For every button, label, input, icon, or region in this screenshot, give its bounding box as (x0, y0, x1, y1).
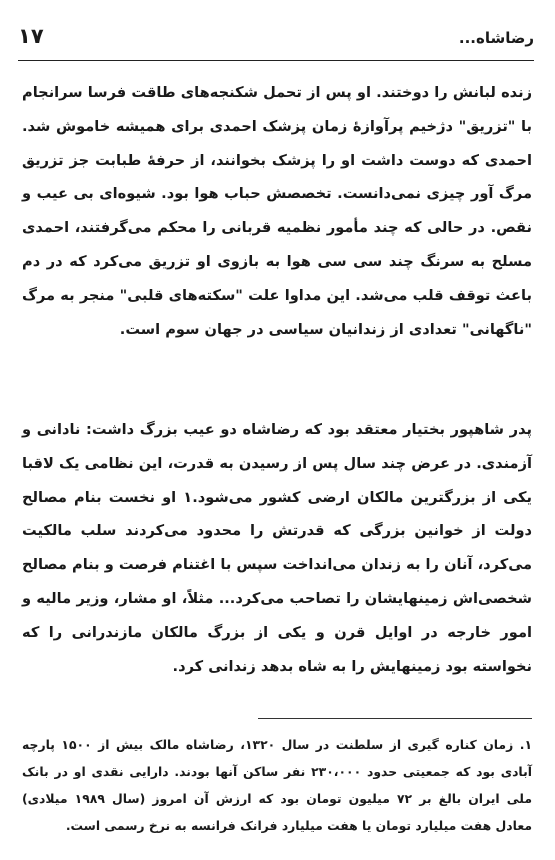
body-paragraph-2: پدر شاهپور بختیار معتقد بود که رضاشاه دو عیب بزرگ داشت: نادانی و آزمندی. در عرض چند سال پس از رسیدن به قدرت، این نظامی یک لاقبا یکی از بزرگترین مالکان ارضی کشور می‌شود.۱ او نخست بنام مصالح دولت از خوانین بزرگی که قدرتش را محدود می‌کردند سلب مالکیت می‌کرد، آنان را به زندان می‌انداخت سپس با اغتنام فرصت و بنام مصالح شخصی‌اش زمینهایشان را تصاحب می‌کرد... مثلاً، او مشار، وزیر مالیه و امور خارجه در اوایل قرن و یکی از بزرگ مالکان مازندرانی را که نخواسته بود زمینهایش را به شاه بدهد زندانی کرد. (22, 421, 532, 675)
page-header (18, 22, 534, 61)
footnote-text: ۱. زمان کناره گیری از سلطنت در سال ۱۳۲۰، رضاشاه مالک بیش از ۱۵۰۰ پارچه آبادی بود که جمعیتی حدود ۲۳۰،۰۰۰ نفر ساکن آنها بودند. دارایی نقدی او در بانک ملی ایران بالغ بر ۷۲ میلیون تومان بود که ارزش آن امروز (سال ۱۹۸۹ میلادی) معادل هفت میلیارد تومان یا هفت میلیارد فرانک فرانسه به نرخ رسمی است. (22, 737, 533, 833)
body-paragraph-1: زنده لبانش را دوختند. او پس از تحمل شکنجه‌های طاقت فرسا سرانجام با "تزریق" دژخیم پرآوازهٔ زمان پزشک احمدی برای همیشه خاموش شد. احمدی که دوست داشت او را پزشک بخوانند، از حرفهٔ طبابت جز تزریق مرگ آور چیزی نمی‌دانست. تخصصش حباب هوا بود. شیوه‌ای بی عیب و نقص. در حالی که چند مأمور نظمیه قربانی را محکم می‌گرفتند، احمدی مسلح به سرنگ چند سی سی هوا به بازوی او تزریق می‌کرد که در دم باعث توقف قلب می‌شد. این مداوا علت "سکته‌های قلبی" منجر به مرگ "ناگهانی" تعدادی از زندانیان سیاسی در جهان سوم است. (22, 84, 532, 338)
page-number: ۱۷ (18, 24, 44, 48)
running-title: رضاشاه... (458, 29, 534, 47)
footnote-divider (258, 718, 532, 719)
